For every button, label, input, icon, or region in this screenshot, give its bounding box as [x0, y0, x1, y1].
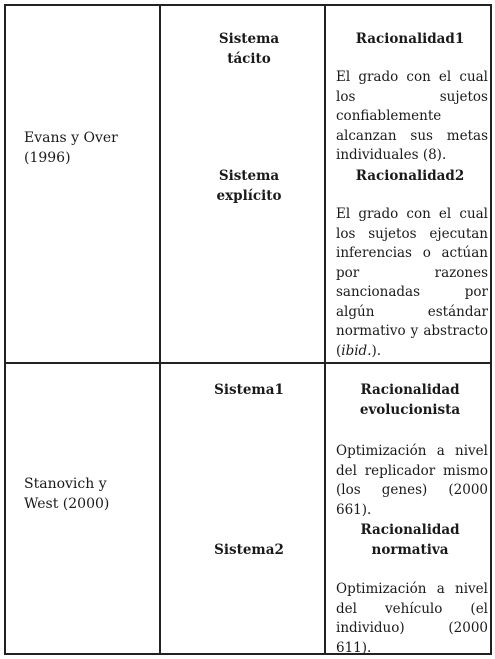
column-divider [324, 6, 326, 362]
system-label: Sistema tácito [218, 31, 280, 67]
description-text: ). [371, 342, 382, 359]
rationality-description: El grado con el cual los sujetos confiablemente alcanzan sus metas individuales (8). [336, 69, 488, 163]
rationality-title: Racionalidad2 [355, 168, 465, 184]
system-label: Sistema2 [214, 542, 284, 558]
rationality-title: Racionalidad evolucionista [359, 382, 461, 418]
rationality-description [336, 205, 488, 361]
comparison-table [4, 4, 492, 655]
table-row [6, 6, 490, 362]
rationality-description: Optimización a nivel del replicador mismo (los genes) (2000 661). [336, 443, 488, 518]
description-italic: ibid. [341, 342, 372, 359]
column-divider [159, 6, 161, 362]
system-label: Sistema1 [214, 382, 284, 398]
system-label: Sistema explícito [216, 168, 282, 204]
rationality-title: Racionalidad normativa [360, 522, 460, 558]
column-divider [159, 364, 161, 655]
column-divider [324, 364, 326, 655]
description-text: El grado con el cual los sujetos ejecutan inferencias o actúan por razones sancionadas por algún estándar normativo y abstracto ( [336, 206, 488, 359]
author-cell: Stanovich y West (2000) [24, 476, 110, 512]
author-cell: Evans y Over (1996) [24, 130, 118, 166]
rationality-title: Racionalidad1 [355, 31, 465, 47]
table-row [6, 362, 490, 655]
rationality-description: Optimización a nivel del vehículo (el individuo) (2000 611). [336, 581, 488, 656]
